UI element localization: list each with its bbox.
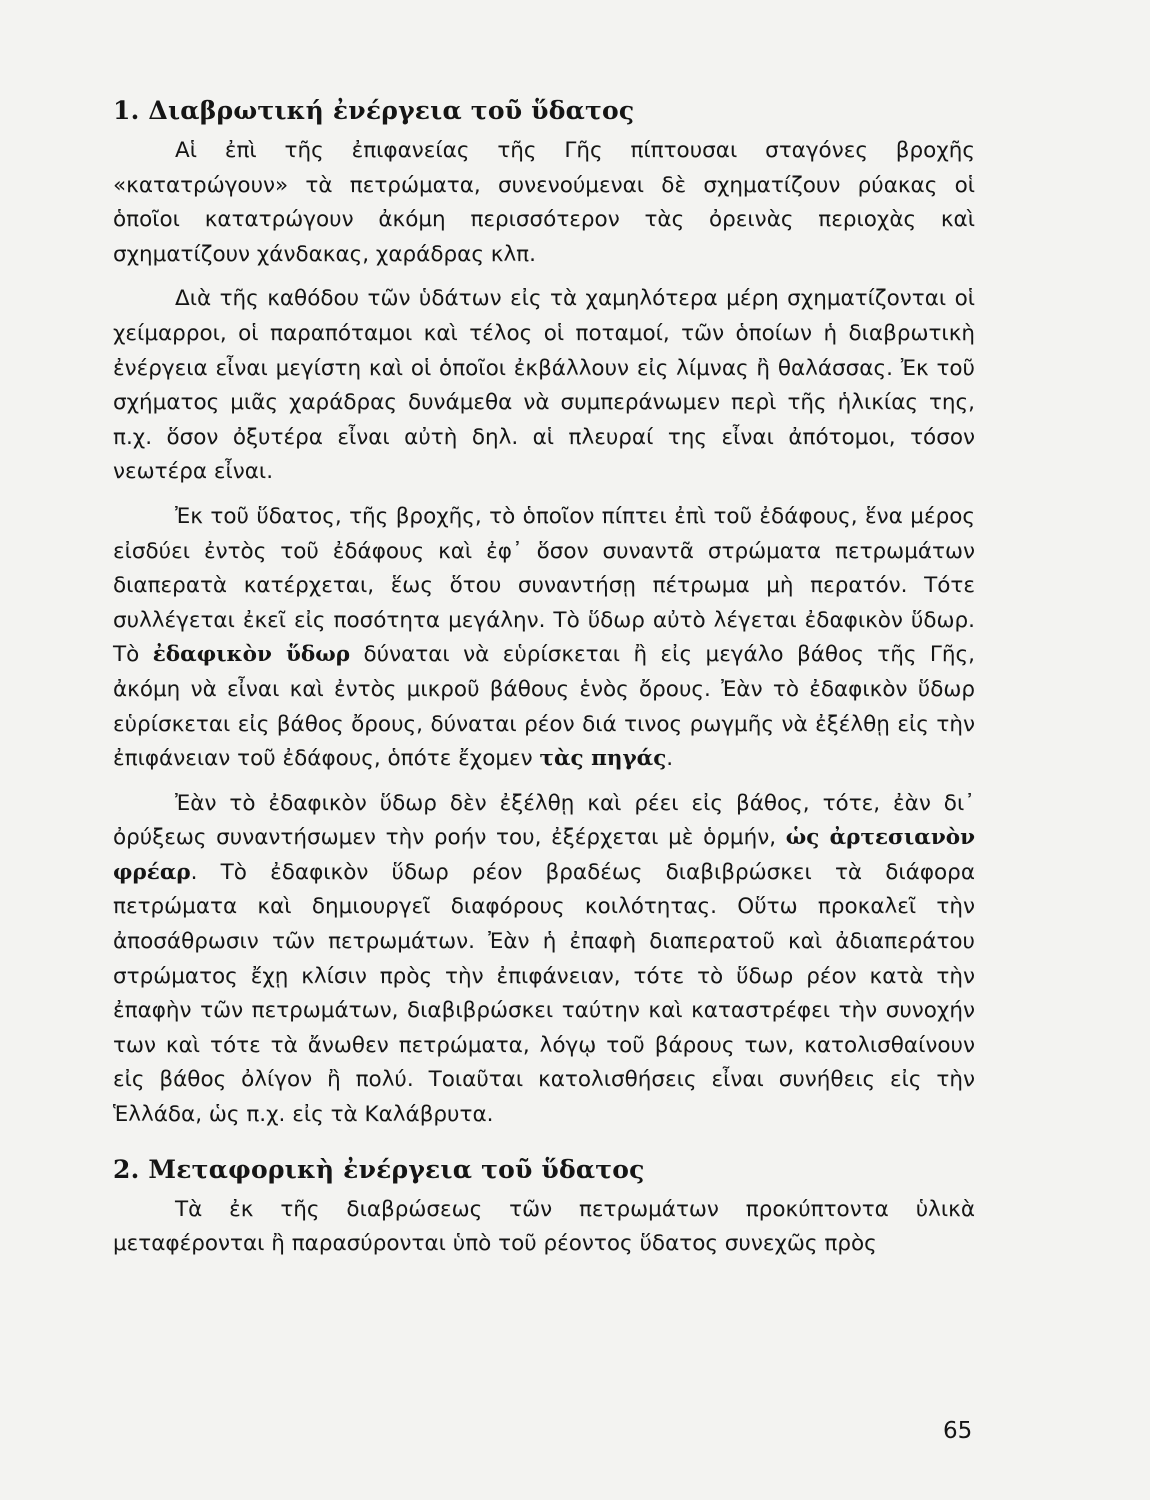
text-body [113,94,975,1272]
paragraph-text: Ἐὰν τὸ ἐδαφικὸν ὕδωρ δὲν ἐξέλθῃ καὶ ρέει εἰς βάθος, τότε, ἐὰν δι᾽ ὀρύξεως συναντήσωμεν τὴν ροήν του, ἐξέρχεται μὲ ὁρμήν, [113,790,975,851]
section-2-paragraph-1: Τὰ ἐκ τῆς διαβρώσεως τῶν πετρωμάτων προκύπτοντα ὑλικὰ μεταφέρονται ἢ παρασύρονται ὑπὸ τοῦ ρέοντος ὕδατος συνεχῶς πρὸς [113,1196,975,1257]
section-1-paragraph-2: Διὰ τῆς καθόδου τῶν ὑδάτων εἰς τὰ χαμηλότερα μέρη σχηματίζονται οἱ χείμαρροι, οἱ παραπόταμοι καὶ τέλος οἱ ποταμοί, τῶν ὁποίων ἡ διαβρωτικὴ ἐνέργεια εἶναι μεγίστη καὶ οἱ ὁποῖοι ἐκβάλλουν εἰς λίμνας ἢ θαλάσσας. Ἐκ τοῦ σχήματος μιᾶς χαράδρας δυνάμεθα νὰ συμπεράνωμεν περὶ τῆς ἡλικίας της, π.χ. ὅσον ὀξυτέρα εἶναι αὐτὴ δηλ. αἱ πλευραί της εἶναι ἀπότομοι, τόσον νεωτέρα εἶναι. [113,286,975,485]
bold-term-springs: τὰς πηγάς [539,746,667,772]
section-1-paragraph-4 [113,787,975,1133]
paragraph-text: Ἐκ τοῦ ὕδατος, τῆς βροχῆς, τὸ ὁποῖον πίπτει ἐπὶ τοῦ ἐδάφους, ἕνα μέρος εἰσδύει ἐντὸς τοῦ ἐδάφους καὶ ἐφ᾽ ὅσον συναντᾶ στρώματα πετρωμάτων διαπερατὰ κατέρχεται, ἕως ὅτου συναντήσῃ πέτρωμα μὴ περατόν. Τότε συλλέγεται ἐκεῖ εἰς ποσότητα μεγάλην. Τὸ ὕδωρ αὐτὸ λέγεται ἐδαφικὸν ὕδωρ. Τὸ [113,503,975,668]
section-1-paragraph-3 [113,500,975,777]
section-2-heading: 2. Μεταφορικὴ ἐνέργεια τοῦ ὕδατος [113,1154,645,1184]
section-1-paragraph-1: Αἱ ἐπὶ τῆς ἐπιφανείας τῆς Γῆς πίπτουσαι σταγόνες βροχῆς «κατατρώγουν» τὰ πετρώματα, συνενούμεναι δὲ σχηματίζουν ρύακας οἱ ὁποῖοι κατατρώγουν ἀκόμη περισσότερον τὰς ὀρεινὰς περιοχὰς καὶ σχηματίζουν χάνδακας, χαράδρας κλπ. [113,138,975,267]
paragraph-text: . Τὸ ἐδαφικὸν ὕδωρ ρέον βραδέως διαβιβρώσκει τὰ διάφορα πετρώματα καὶ δημιουργεῖ διαφόρους κοιλότητας. Οὕτω προκαλεῖ τὴν ἀποσάθρωσιν τῶν πετρωμάτων. Ἐὰν ἡ ἐπαφὴ διαπερατοῦ καὶ ἀδιαπεράτου στρώματος ἔχῃ κλίσιν πρὸς τὴν ἐπιφάνειαν, τότε τὸ ὕδωρ ρέον κατὰ τὴν ἐπαφὴν τῶν πετρωμάτων, διαβιβρώσκει ταύτην καὶ καταστρέφει τὴν συνοχήν των καὶ τότε τὰ ἄνωθεν πετρώματα, λόγῳ τοῦ βάρους των, κατολισθαίνουν εἰς βάθος ὀλίγον ἢ πολύ. Τοιαῦται κατολισθήσεις εἶναι συνήθεις εἰς τὴν Ἑλλάδα, ὡς π.χ. εἰς τὰ Καλάβρυτα. [113,859,975,1128]
bold-term-artesian-well: ὡς ἀρτεσιανὸν φρέαρ [113,825,975,885]
paragraph-text: δύναται νὰ εὑρίσκεται ἢ εἰς μεγάλο βάθος τῆς Γῆς, ἀκόμη νὰ εἶναι καὶ ἐντὸς μικροῦ βάθους ἑνὸς ὄρους. Ἐὰν τὸ ἐδαφικὸν ὕδωρ εὑρίσκεται εἰς βάθος ὄρους, δύναται ρέον διά τινος ρωγμῆς νὰ ἐξέλθῃ εἰς τὴν ἐπιφάνειαν τοῦ ἐδάφους, ὁπότε ἔχομεν [113,642,975,772]
page-number: 65 [943,1418,973,1444]
section-1-heading: 1. Διαβρωτική ἐνέργεια τοῦ ὕδατος [113,96,635,125]
bold-term-groundwater: ἐδαφικὸν ὕδωρ [152,642,351,668]
paragraph-text: . [666,746,674,772]
